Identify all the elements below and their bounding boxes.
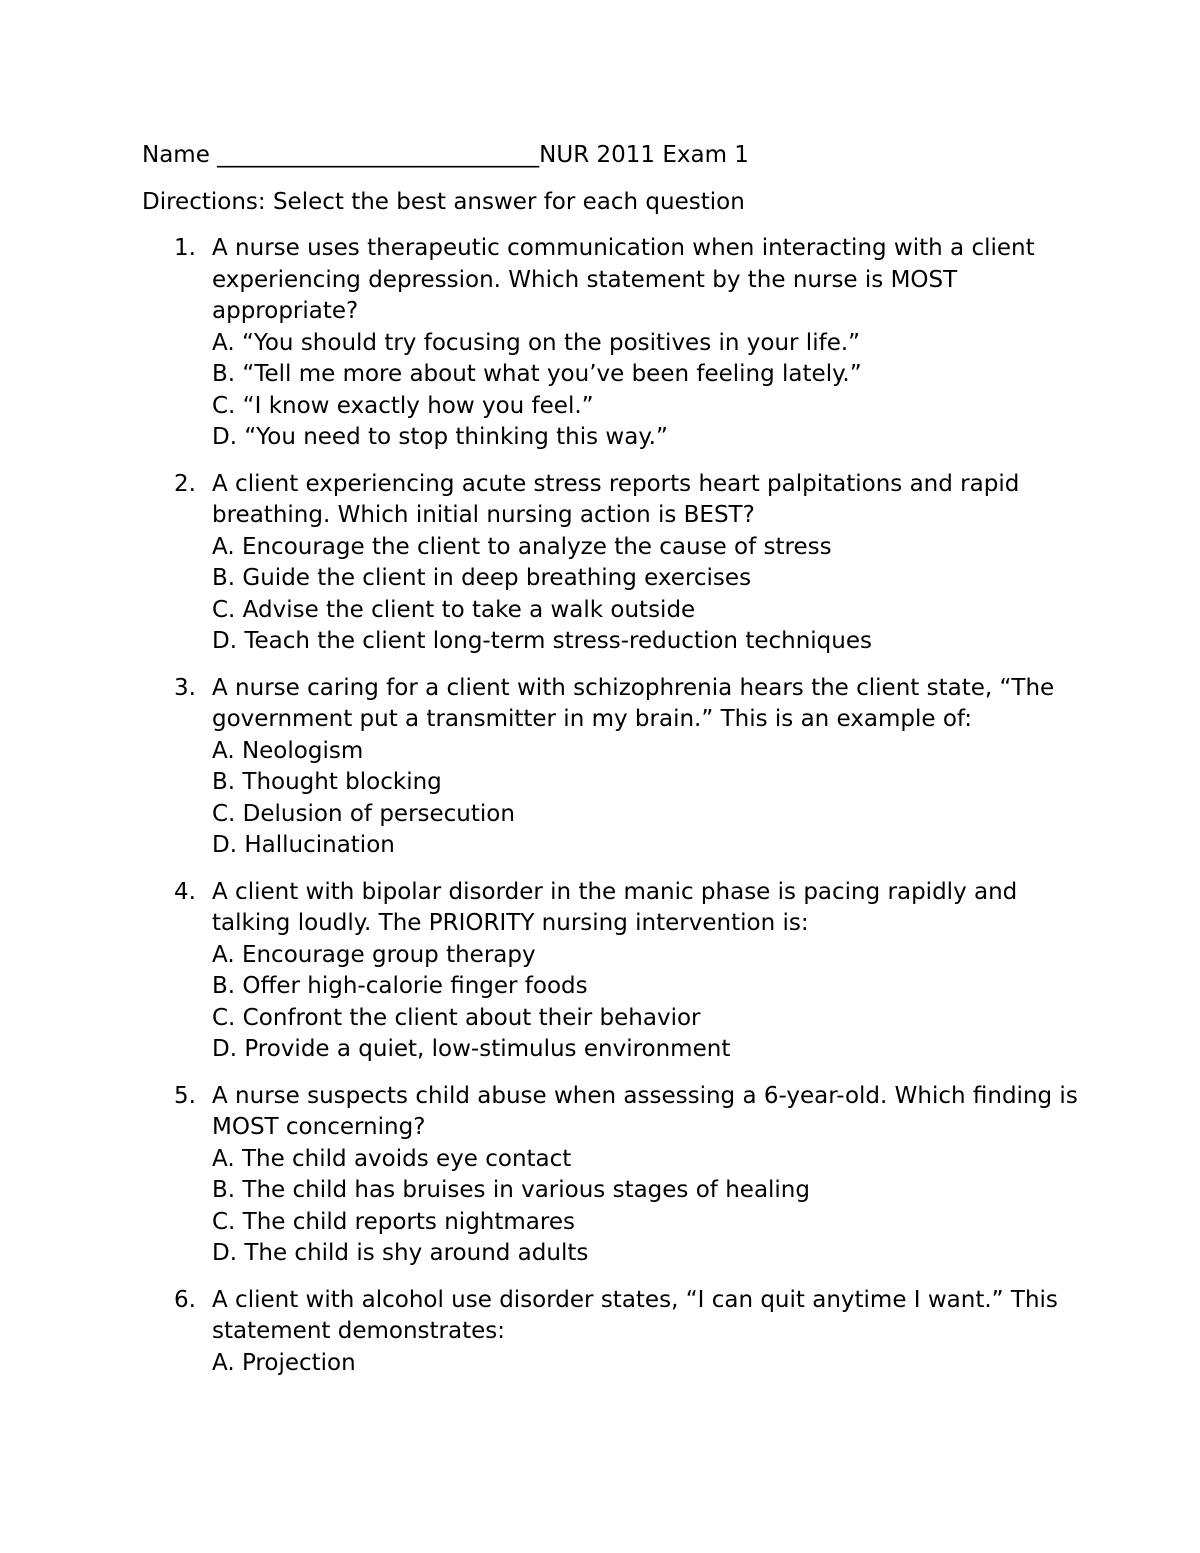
question-stem: A nurse caring for a client with schizophrenia hears the client state, “The government put a transmitter in my brain.” This is an example of: bbox=[212, 674, 1055, 732]
answer-option: C. Delusion of persecution bbox=[212, 800, 515, 827]
answer-option: D. “You need to stop thinking this way.” bbox=[212, 424, 668, 450]
question-item bbox=[142, 469, 1082, 658]
answer-option: C. “I know exactly how you feel.” bbox=[212, 392, 594, 419]
name-blank-line: ____________________________ bbox=[217, 142, 540, 168]
question-stem: A nurse uses therapeutic communication when interacting with a client experiencing depression. Which statement by the nurse is MOST appropriate? bbox=[212, 235, 1035, 324]
answer-option: C. Advise the client to take a walk outside bbox=[212, 596, 696, 623]
question-item bbox=[142, 673, 1082, 862]
answer-option: D. Provide a quiet, low-stimulus environment bbox=[212, 1036, 731, 1062]
directions-text: Directions: Select the best answer for each question bbox=[142, 188, 745, 215]
question-stem: A client experiencing acute stress reports heart palpitations and rapid breathing. Which initial nursing action is BEST? bbox=[212, 470, 1020, 528]
answer-option: B. Offer high-calorie finger foods bbox=[212, 973, 588, 999]
answer-option: A. Encourage group therapy bbox=[212, 941, 536, 968]
answer-option: D. Teach the client long-term stress-reduction techniques bbox=[212, 628, 872, 654]
answer-option: A. The child avoids eye contact bbox=[212, 1145, 572, 1172]
exam-title: NUR 2011 Exam 1 bbox=[539, 142, 749, 168]
answer-option: A. “You should try focusing on the positives in your life.” bbox=[212, 329, 861, 356]
question-number: 4. bbox=[174, 878, 196, 905]
question-number: 6. bbox=[174, 1286, 196, 1313]
question-item bbox=[142, 877, 1082, 1066]
answer-option: D. The child is shy around adults bbox=[212, 1240, 589, 1266]
question-stem: A client with alcohol use disorder states, “I can quit anytime I want.” This statement demonstrates: bbox=[212, 1286, 1058, 1344]
answer-option: A. Projection bbox=[212, 1349, 356, 1376]
answer-option: D. Hallucination bbox=[212, 832, 395, 858]
question-number: 5. bbox=[174, 1082, 196, 1109]
answer-option: B. The child has bruises in various stages of healing bbox=[212, 1177, 810, 1203]
question-stem: A nurse suspects child abuse when assessing a 6-year-old. Which finding is MOST concerning? bbox=[212, 1082, 1078, 1140]
exam-page bbox=[142, 140, 1082, 1394]
answer-option: B. Guide the client in deep breathing exercises bbox=[212, 565, 752, 591]
question-item bbox=[142, 1285, 1082, 1380]
answer-option: C. The child reports nightmares bbox=[212, 1208, 575, 1235]
name-label: Name bbox=[142, 142, 218, 168]
question-item bbox=[142, 1081, 1082, 1270]
exam-header bbox=[142, 140, 1082, 172]
question-item bbox=[142, 233, 1082, 454]
answer-option: A. Neologism bbox=[212, 737, 364, 764]
answer-option: B. Thought blocking bbox=[212, 769, 442, 795]
question-stem: A client with bipolar disorder in the manic phase is pacing rapidly and talking loudly. The PRIORITY nursing intervention is: bbox=[212, 878, 1018, 936]
question-number: 2. bbox=[174, 470, 196, 497]
answer-option: A. Encourage the client to analyze the cause of stress bbox=[212, 533, 832, 560]
question-number: 1. bbox=[174, 235, 196, 261]
question-number: 3. bbox=[174, 674, 196, 701]
answer-option: C. Confront the client about their behavior bbox=[212, 1004, 701, 1031]
question-list bbox=[142, 233, 1082, 1379]
answer-option: B. “Tell me more about what you’ve been feeling lately.” bbox=[212, 361, 862, 387]
